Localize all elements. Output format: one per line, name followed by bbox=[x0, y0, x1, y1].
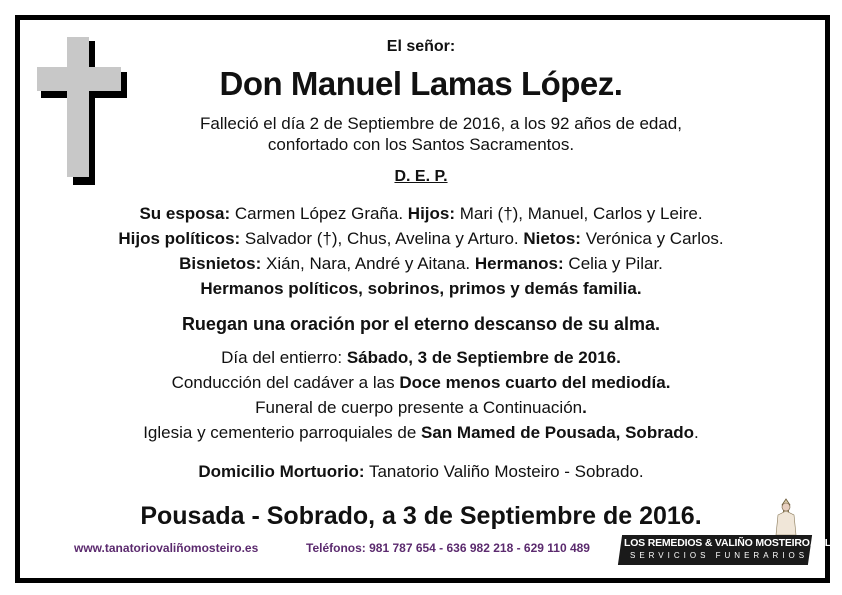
death-line-1: Falleció el día 2 de Septiembre de 2016, a los 92 años de edad, bbox=[199, 114, 682, 133]
conduction-time: Doce menos cuarto del mediodía. bbox=[399, 373, 671, 392]
children-text: Mari (†), Manuel, Carlos y Leire. bbox=[455, 204, 703, 223]
inlaws-label: Hijos políticos: bbox=[118, 229, 241, 248]
siblings-text: Celia y Pilar. bbox=[563, 254, 663, 273]
children-label: Hijos: bbox=[407, 204, 456, 223]
cross-icon bbox=[37, 37, 127, 185]
grandchildren-label: Nietos: bbox=[523, 229, 581, 248]
conduction-line bbox=[0, 373, 842, 393]
burial-date: Sábado, 3 de Septiembre de 2016. bbox=[346, 348, 621, 367]
church-line bbox=[0, 423, 842, 443]
burial-line bbox=[0, 348, 842, 368]
burial-text: Día del entierro: bbox=[221, 348, 347, 367]
deceased-name: Don Manuel Lamas López. bbox=[219, 65, 623, 102]
great-grandchildren-label: Bisnietos: bbox=[179, 254, 262, 273]
domicile-text: Tanatorio Valiño Mosteiro - Sobrado. bbox=[364, 462, 644, 481]
grandchildren-text: Verónica y Carlos. bbox=[580, 229, 724, 248]
death-line-2: confortado con los Santos Sacramentos. bbox=[267, 135, 575, 154]
intro-text: El señor: bbox=[386, 38, 456, 55]
church-text: Iglesia y cementerio parroquiales de bbox=[143, 423, 422, 442]
church-end: . bbox=[694, 423, 699, 442]
logo-title: LOS REMEDIOS & VALIÑO MOSTEIRO, S.L. bbox=[624, 537, 834, 549]
phones-text: Teléfonos: 981 787 654 - 636 982 218 - 629 110 489 bbox=[306, 541, 590, 555]
inlaws-text: Salvador (†), Chus, Avelina y Arturo. bbox=[240, 229, 524, 248]
funeral-text: Funeral de cuerpo presente a Continuación bbox=[255, 398, 583, 417]
domicile-line bbox=[0, 462, 842, 482]
website-link[interactable]: www.tanatoriovaliñomosteiro.es bbox=[74, 541, 259, 555]
funeral-line bbox=[0, 398, 842, 418]
spouse-text: Carmen López Graña. bbox=[230, 204, 408, 223]
place-date: Pousada - Sobrado, a 3 de Septiembre de 2016. bbox=[140, 502, 702, 530]
family-line-4: Hermanos políticos, sobrinos, primos y demás familia. bbox=[200, 279, 642, 298]
family-line-3 bbox=[0, 254, 842, 274]
family-line-2 bbox=[0, 229, 842, 249]
funeral-period: . bbox=[582, 398, 587, 417]
domicile-label: Domicilio Mortuorio: bbox=[198, 462, 365, 481]
great-grandchildren-text: Xián, Nara, André y Aitana. bbox=[261, 254, 475, 273]
dep-text: D. E. P. bbox=[394, 168, 448, 185]
family-line-1 bbox=[0, 204, 842, 224]
conduction-text: Conducción del cadáver a las bbox=[171, 373, 400, 392]
siblings-label: Hermanos: bbox=[474, 254, 564, 273]
church-place: San Mamed de Pousada, Sobrado bbox=[421, 423, 695, 442]
logo-subtitle: SERVICIOS FUNERARIOS bbox=[630, 551, 809, 560]
funeral-home-logo bbox=[620, 497, 834, 567]
spouse-label: Su esposa: bbox=[139, 204, 231, 223]
prayer-text: Ruegan una oración por el eterno descanso de su alma. bbox=[181, 314, 661, 334]
